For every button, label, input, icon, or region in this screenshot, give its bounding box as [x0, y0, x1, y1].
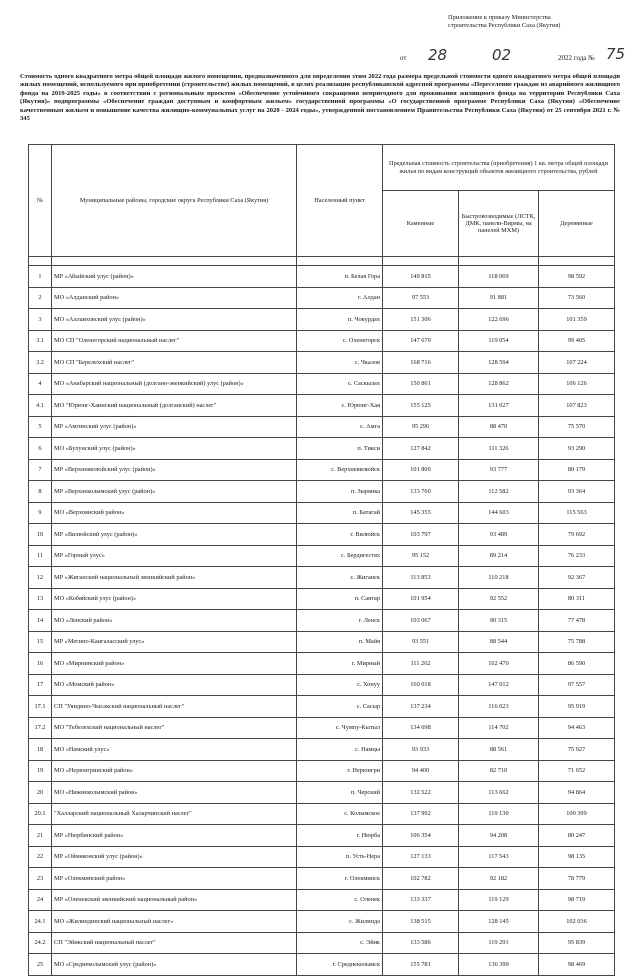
row-prefab-cost: 89 214 [459, 545, 539, 567]
header-stone: Каменные [383, 191, 459, 257]
row-wood-cost: 98 469 [539, 954, 615, 976]
table-row [29, 502, 615, 524]
row-number: 8 [29, 481, 52, 503]
row-territory: МО «Жилиндинский национальный наслег» [52, 911, 297, 933]
row-wood-cost: 80 311 [539, 588, 615, 610]
row-territory: МО «Булунский улус (район)» [52, 438, 297, 460]
row-settlement: г. Олекминск [297, 868, 383, 890]
row-settlement: г. Мирный [297, 653, 383, 675]
row-settlement: с. Сасыр [297, 696, 383, 718]
row-number: 3.1 [29, 330, 52, 352]
row-settlement: п. Батагай [297, 502, 383, 524]
row-prefab-cost: 92 182 [459, 868, 539, 890]
row-number: 17.1 [29, 696, 52, 718]
cost-table [28, 144, 615, 976]
row-territory: МО «Намский улус» [52, 739, 297, 761]
table-row [29, 932, 615, 954]
row-wood-cost: 73 560 [539, 287, 615, 309]
row-settlement: п. Зырянка [297, 481, 383, 503]
row-wood-cost: 78 779 [539, 868, 615, 890]
row-prefab-cost: 82 710 [459, 760, 539, 782]
row-stone-cost: 127 133 [383, 846, 459, 868]
table-row [29, 717, 615, 739]
row-number: 13 [29, 588, 52, 610]
row-territory: МР «Олекминский район» [52, 868, 297, 890]
row-prefab-cost: 113 662 [459, 782, 539, 804]
row-prefab-cost: 88 470 [459, 416, 539, 438]
row-territory: МО «Нижнеколымский район» [52, 782, 297, 804]
row-wood-cost: 79 692 [539, 524, 615, 546]
row-prefab-cost: 88 544 [459, 631, 539, 653]
row-number: 9 [29, 502, 52, 524]
row-stone-cost: 150 861 [383, 373, 459, 395]
table-row [29, 846, 615, 868]
row-stone-cost: 93 551 [383, 631, 459, 653]
row-wood-cost: 95 839 [539, 932, 615, 954]
table-row [29, 459, 615, 481]
row-territory: МО "Юрюнг-Хаинский национальный (долганский) наслег" [52, 395, 297, 417]
header-wood: Деревянные [539, 191, 615, 257]
header-spacer-2 [52, 257, 297, 266]
row-settlement: с. Эйик [297, 932, 383, 954]
appendix-note [448, 14, 628, 30]
row-prefab-cost: 119 129 [459, 889, 539, 911]
row-wood-cost: 80 179 [539, 459, 615, 481]
header-territory: Муниципальные районы, городские округа Республики Саха (Якутия) [52, 145, 297, 257]
row-stone-cost: 160 018 [383, 674, 459, 696]
row-wood-cost: 86 590 [539, 653, 615, 675]
row-territory: "Халларский национальный Халарчинский наслег" [52, 803, 297, 825]
table-row [29, 416, 615, 438]
document-title: Стоимость одного квадратного метра общей площади жилого помещения, предназначенного для определения этим 2022 года размера предельной стоимости одного квадратного метра общей площади жилых помещений, используемого при приобретении (строительстве) жилых помещений, в целях реализации республиканской адресной программы «Переселение граждан из аварийного жилищного фонда на 2019-2025 годы» в соответствии с региональным проектом «Обеспечение устойчивого сокращения непригодного для проживания жилищного фонда на территории Республики Саха (Якутия)» подпрограммы «Обеспечение граждан доступным и комфортным жильем» государственной программы «О государственной программе Республики Саха (Якутия) «Обеспечение качественным жильем и повышение качества жилищно-коммунальных услуг на 2020 - 2024 годы», утвержденной постановлением Правительства Республики Саха (Якутия) от 25 сентября 2021 г. № 345 [20, 73, 620, 123]
row-settlement: г. Среднеколымск [297, 954, 383, 976]
row-prefab-cost: 117 543 [459, 846, 539, 868]
row-wood-cost: 98 592 [539, 266, 615, 288]
row-settlement: п. Усть-Нера [297, 846, 383, 868]
row-settlement: с. Оленегорск [297, 330, 383, 352]
row-prefab-cost: 90 315 [459, 610, 539, 632]
row-number: 2 [29, 287, 52, 309]
row-prefab-cost: 122 696 [459, 309, 539, 331]
row-prefab-cost: 131 027 [459, 395, 539, 417]
row-territory: МО «Аллаиховский улус (район)» [52, 309, 297, 331]
row-stone-cost: 133 760 [383, 481, 459, 503]
row-wood-cost: 99 405 [539, 330, 615, 352]
row-territory: МР «Верхнеколымский улус (район)» [52, 481, 297, 503]
row-territory: МО «Нерюнгринский район» [52, 760, 297, 782]
row-wood-cost: 75 788 [539, 631, 615, 653]
table-row [29, 588, 615, 610]
row-settlement: с. Юрюнг-Хая [297, 395, 383, 417]
table-row [29, 782, 615, 804]
row-prefab-cost: 128 862 [459, 373, 539, 395]
row-territory: СП "Уяндино-Чысакский национальный наслег" [52, 696, 297, 718]
row-stone-cost: 93 933 [383, 739, 459, 761]
header-cost-group: Предельная стоимость строительства (приобретения) 1 кв. метра общей площади жилья по видам конструкций объектов жилищного строительства, рублей [383, 145, 615, 191]
table-row [29, 889, 615, 911]
row-territory: МО «Кобяйский улус (район)» [52, 588, 297, 610]
row-prefab-cost: 128 594 [459, 352, 539, 374]
row-wood-cost: 92 367 [539, 567, 615, 589]
table-row [29, 739, 615, 761]
row-territory: МО «Среднеколымский улус (район)» [52, 954, 297, 976]
row-territory: МР «Нюрбинский район» [52, 825, 297, 847]
row-stone-cost: 95 152 [383, 545, 459, 567]
header-prefab: Быстровозводимые (ЛСТК, ДМК, панели-Вирмы, на панелей МХМ) [459, 191, 539, 257]
row-prefab-cost: 110 218 [459, 567, 539, 589]
header-settlement: Населенный пункт [297, 145, 383, 257]
row-wood-cost: 100 399 [539, 803, 615, 825]
row-territory: МО «Анабарский национальный (долгано-эвенкийский) улус (район)» [52, 373, 297, 395]
row-prefab-cost: 94 208 [459, 825, 539, 847]
row-wood-cost: 98 719 [539, 889, 615, 911]
row-prefab-cost: 93 777 [459, 459, 539, 481]
row-prefab-cost: 144 603 [459, 502, 539, 524]
row-wood-cost: 71 652 [539, 760, 615, 782]
row-settlement: п. Майя [297, 631, 383, 653]
table-row [29, 545, 615, 567]
row-wood-cost: 76 233 [539, 545, 615, 567]
header-spacer-5 [459, 257, 539, 266]
row-settlement: с. Хонуу [297, 674, 383, 696]
table-row [29, 481, 615, 503]
header-spacer-6 [539, 257, 615, 266]
row-stone-cost: 151 306 [383, 309, 459, 331]
row-wood-cost: 80 247 [539, 825, 615, 847]
row-number: 22 [29, 846, 52, 868]
row-stone-cost: 103 797 [383, 524, 459, 546]
row-prefab-cost: 119 054 [459, 330, 539, 352]
row-wood-cost: 115 563 [539, 502, 615, 524]
row-territory: МР «Абыйский улус (район)» [52, 266, 297, 288]
row-wood-cost: 95 919 [539, 696, 615, 718]
row-number: 14 [29, 610, 52, 632]
row-prefab-cost: 92 552 [459, 588, 539, 610]
row-territory: МР «Амгинский улус (район)» [52, 416, 297, 438]
row-wood-cost: 77 478 [539, 610, 615, 632]
row-settlement: с. Чкалов [297, 352, 383, 374]
row-prefab-cost: 88 561 [459, 739, 539, 761]
order-no-prefix: от [400, 54, 407, 62]
row-territory: СП "Эйикский национальный наслег" [52, 932, 297, 954]
row-number: 4 [29, 373, 52, 395]
row-number: 1 [29, 266, 52, 288]
row-settlement: с. Оленек [297, 889, 383, 911]
row-wood-cost: 107 823 [539, 395, 615, 417]
row-stone-cost: 127 842 [383, 438, 459, 460]
table-row [29, 395, 615, 417]
row-settlement: г. Алдан [297, 287, 383, 309]
row-territory: МР «Мегино-Кангаласский улус» [52, 631, 297, 653]
row-prefab-cost: 119 130 [459, 803, 539, 825]
appendix-line-2: строительства Республики Саха (Якутия) [448, 22, 561, 29]
row-settlement: п. Черский [297, 782, 383, 804]
row-territory: МР «Вилюйский улус (район)» [52, 524, 297, 546]
table-row [29, 760, 615, 782]
table-row [29, 696, 615, 718]
table-row [29, 803, 615, 825]
row-prefab-cost: 93 489 [459, 524, 539, 546]
table-row [29, 631, 615, 653]
order-number: 75 [606, 45, 626, 63]
header-no: № [29, 145, 52, 257]
table-row [29, 287, 615, 309]
order-date-number [400, 45, 630, 66]
table-row [29, 825, 615, 847]
row-number: 11 [29, 545, 52, 567]
row-stone-cost: 147 670 [383, 330, 459, 352]
row-prefab-cost: 136 399 [459, 954, 539, 976]
row-prefab-cost: 91 881 [459, 287, 539, 309]
row-settlement: с. Намцы [297, 739, 383, 761]
row-settlement: с. Амга [297, 416, 383, 438]
row-number: 24.1 [29, 911, 52, 933]
row-stone-cost: 101 954 [383, 588, 459, 610]
row-prefab-cost: 114 702 [459, 717, 539, 739]
header-spacer-4 [383, 257, 459, 266]
order-day: 28 [428, 46, 448, 64]
row-number: 23 [29, 868, 52, 890]
table-row [29, 653, 615, 675]
row-stone-cost: 106 354 [383, 825, 459, 847]
row-prefab-cost: 112 582 [459, 481, 539, 503]
row-number: 15 [29, 631, 52, 653]
row-stone-cost: 101 800 [383, 459, 459, 481]
row-stone-cost: 111 262 [383, 653, 459, 675]
row-number: 20 [29, 782, 52, 804]
row-number: 6 [29, 438, 52, 460]
row-territory: МР «Верхневилюйский улус (район)» [52, 459, 297, 481]
row-prefab-cost: 116 023 [459, 696, 539, 718]
row-stone-cost: 155 781 [383, 954, 459, 976]
table-row [29, 266, 615, 288]
row-stone-cost: 149 815 [383, 266, 459, 288]
table-row [29, 954, 615, 976]
row-stone-cost: 95 296 [383, 416, 459, 438]
row-wood-cost: 93 364 [539, 481, 615, 503]
row-prefab-cost: 111 326 [459, 438, 539, 460]
row-settlement: с. Колымское [297, 803, 383, 825]
row-stone-cost: 168 716 [383, 352, 459, 374]
table-row [29, 373, 615, 395]
row-territory: МР «Оймяконский улус (район)» [52, 846, 297, 868]
row-number: 24 [29, 889, 52, 911]
row-number: 5 [29, 416, 52, 438]
row-wood-cost: 102 036 [539, 911, 615, 933]
row-settlement: с. Верхневилюйск [297, 459, 383, 481]
row-wood-cost: 94 864 [539, 782, 615, 804]
row-territory: МО «Верхоянский район» [52, 502, 297, 524]
order-month: 02 [492, 46, 512, 64]
row-number: 16 [29, 653, 52, 675]
row-prefab-cost: 128 145 [459, 911, 539, 933]
row-wood-cost: 101 359 [539, 309, 615, 331]
row-wood-cost: 75 927 [539, 739, 615, 761]
row-wood-cost: 107 224 [539, 352, 615, 374]
row-number: 3 [29, 309, 52, 331]
table-row [29, 674, 615, 696]
row-stone-cost: 102 782 [383, 868, 459, 890]
row-number: 17 [29, 674, 52, 696]
table-row [29, 610, 615, 632]
row-prefab-cost: 102 470 [459, 653, 539, 675]
table-row [29, 911, 615, 933]
row-wood-cost: 98 135 [539, 846, 615, 868]
row-stone-cost: 133 586 [383, 932, 459, 954]
row-prefab-cost: 119 291 [459, 932, 539, 954]
row-settlement: с. Жиганск [297, 567, 383, 589]
row-settlement: п. Белая Гора [297, 266, 383, 288]
row-settlement: п. Сангар [297, 588, 383, 610]
header-spacer-1 [29, 257, 52, 266]
header-spacer-3 [297, 257, 383, 266]
appendix-line-1: Приложение к приказу Министерства [448, 14, 551, 21]
row-territory: МО «Мирнинский район» [52, 653, 297, 675]
row-territory: МР «Оленекский эвенкийский национальный район» [52, 889, 297, 911]
table-row [29, 868, 615, 890]
row-settlement: г. Ленск [297, 610, 383, 632]
table-row [29, 330, 615, 352]
row-number: 3.2 [29, 352, 52, 374]
row-stone-cost: 134 698 [383, 717, 459, 739]
row-settlement: с. Жилинда [297, 911, 383, 933]
row-stone-cost: 103 067 [383, 610, 459, 632]
row-territory: МО «Алданский район» [52, 287, 297, 309]
row-territory: МО СП "Берелехский наслег" [52, 352, 297, 374]
row-settlement: с. Саскылах [297, 373, 383, 395]
row-number: 19 [29, 760, 52, 782]
row-stone-cost: 137 234 [383, 696, 459, 718]
row-number: 20.1 [29, 803, 52, 825]
row-number: 10 [29, 524, 52, 546]
row-stone-cost: 137 992 [383, 803, 459, 825]
row-prefab-cost: 118 069 [459, 266, 539, 288]
row-territory: МР «Горный улус» [52, 545, 297, 567]
row-stone-cost: 133 337 [383, 889, 459, 911]
table-row [29, 567, 615, 589]
row-settlement: г. Нюрба [297, 825, 383, 847]
row-wood-cost: 93 290 [539, 438, 615, 460]
row-number: 7 [29, 459, 52, 481]
row-prefab-cost: 147 012 [459, 674, 539, 696]
table-row [29, 352, 615, 374]
row-territory: МО «Момский район» [52, 674, 297, 696]
row-settlement: г. Вилюйск [297, 524, 383, 546]
row-number: 18 [29, 739, 52, 761]
row-stone-cost: 94 400 [383, 760, 459, 782]
row-stone-cost: 155 125 [383, 395, 459, 417]
row-number: 4.1 [29, 395, 52, 417]
row-stone-cost: 113 853 [383, 567, 459, 589]
row-territory: МР «Жиганский национальный эвенкийский район» [52, 567, 297, 589]
row-wood-cost: 97 557 [539, 674, 615, 696]
row-settlement: п. Тикси [297, 438, 383, 460]
row-territory: МО «Ленский район» [52, 610, 297, 632]
row-stone-cost: 132 522 [383, 782, 459, 804]
order-year-text: 2022 года № [558, 54, 595, 62]
row-stone-cost: 97 553 [383, 287, 459, 309]
row-number: 21 [29, 825, 52, 847]
row-wood-cost: 94 463 [539, 717, 615, 739]
row-territory: МО СП "Оленегорский национальный наслег" [52, 330, 297, 352]
row-number: 12 [29, 567, 52, 589]
row-settlement: г. Нерюнгри [297, 760, 383, 782]
row-stone-cost: 138 515 [383, 911, 459, 933]
row-settlement: с. Бердигестях [297, 545, 383, 567]
row-territory: МО "Тебелехский национальный наслег" [52, 717, 297, 739]
row-stone-cost: 145 355 [383, 502, 459, 524]
table-row [29, 438, 615, 460]
row-wood-cost: 106 126 [539, 373, 615, 395]
row-settlement: с. Чумпу-Кытыл [297, 717, 383, 739]
table-body [29, 266, 615, 976]
row-number: 25 [29, 954, 52, 976]
row-number: 24.2 [29, 932, 52, 954]
table-row [29, 309, 615, 331]
table-row [29, 524, 615, 546]
row-wood-cost: 75 570 [539, 416, 615, 438]
row-number: 17.2 [29, 717, 52, 739]
row-settlement: п. Чокурдах [297, 309, 383, 331]
